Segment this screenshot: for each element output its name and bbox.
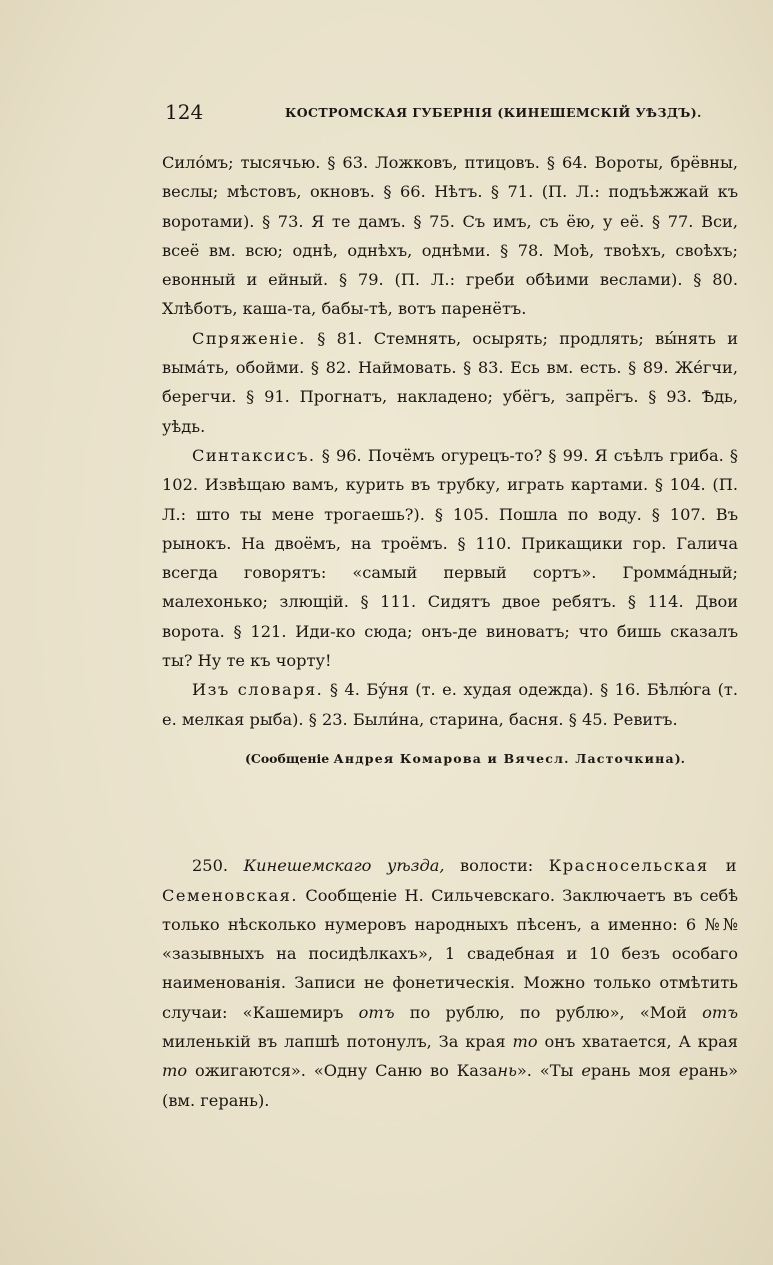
page-body xyxy=(162,148,738,1115)
entry-volosti: Красносельская и Семеновская. xyxy=(162,856,738,905)
entry-text: Сообщеніе Н. Сильчевскаго. Заключаетъ въ себѣ только нѣсколько нумеровъ народныхъ пѣсенъ, а именно: 6 №№ «зазывныхъ на посидѣлкахъ», 1 свадебная и 10 безъ особаго наименованія. Записи не фонетическія. Можно только отмѣтить случаи: «Кашемиръ xyxy=(162,885,738,1022)
entry-text: рань моя xyxy=(590,1061,679,1081)
credit-open: (Сообщеніе xyxy=(244,750,334,766)
paragraph-conjugation xyxy=(162,324,738,441)
section-heading-dictionary: Изъ словаря. xyxy=(192,680,324,700)
paragraph-text: Сило́мъ; тысячью. § 63. Ложковъ, птицовъ. § 64. Вороты, брёвны, веслы; мѣстовъ, окновъ. § 66. Нѣтъ. § 71. (П. Л.: подъѣжжай къ воротами). § 73. Я те дамъ. § 75. Съ имъ, съ ёю, у её. § 77. Вси, всеё вм. всю; однѣ, однѣхъ, однѣми. § 78. Моѣ, твоѣхъ, своѣхъ; евонный и ейный. § 79. (П. Л.: греби обѣими веслами). § 80. Хлѣботъ, каша-та, бабы-тѣ, вотъ паренётъ. xyxy=(162,153,738,319)
entry-text: рань» (вм. герань). xyxy=(162,1061,738,1110)
entry-italic: то xyxy=(512,1032,538,1052)
section-heading-conjugation: Спряженіе. xyxy=(192,328,306,348)
entry-text: волости: xyxy=(444,856,549,876)
entry-italic: нь xyxy=(497,1061,517,1081)
entry-text: ». «Ты xyxy=(516,1061,582,1081)
entry-text: онъ хватается, А края xyxy=(537,1032,738,1052)
entry-italic: е xyxy=(581,1061,591,1081)
section-heading-syntax: Синтаксисъ. xyxy=(192,445,316,465)
entry-title: Кинешемскаго уѣзда, xyxy=(243,856,445,876)
entry-text: ожигаются». «Одну Саню во Каза xyxy=(187,1061,498,1081)
entry-number: 250. xyxy=(192,856,229,876)
paragraph-dictionary xyxy=(162,675,738,734)
running-title: КОСТРОМСКАЯ ГУБЕРНІЯ (КИНЕШЕМСКІЙ УѢЗДЪ). xyxy=(285,105,702,120)
paragraph-text: § 96. Почёмъ огурецъ-то? § 99. Я съѣлъ гриба. § 102. Извѣщаю вамъ, курить въ трубку, играть картами. § 104. (П. Л.: што ты мене трогаешь?). § 105. Пошла по воду. § 107. Въ рынокъ. На двоёмъ, на троёмъ. § 110. Прикащики гор. Галича всегда говорятъ: «самый первый сортъ». Громма́дный; малехонько; злющій. § 111. Сидятъ двое ребятъ. § 114. Двои ворота. § 121. Иди-ко сюда; онъ-де виноватъ; что бишь сказалъ ты? Ну те къ чорту! xyxy=(162,445,738,671)
entry-text: по рублю, по рублю», «Мой xyxy=(394,1002,703,1022)
entry-italic: отъ xyxy=(702,1002,739,1022)
entry-text: миленькій въ лапшѣ потонулъ, За края xyxy=(162,1032,513,1052)
page-number: 124 xyxy=(165,100,204,124)
paragraph-text: § 4. Бу́ня (т. е. худая одежда). § 16. Бѣлю́га (т. е. мелкая рыба). § 23. Были́на, старина, басня. § 45. Ревитъ. xyxy=(162,680,738,729)
entry-italic: то xyxy=(162,1061,188,1081)
entry-italic: е xyxy=(678,1061,689,1081)
paragraph-syntax xyxy=(162,441,738,675)
page-header xyxy=(165,97,735,129)
paragraph-text: § 81. Стемнять, осырять; продлять; вы́нять и выма́ть, обойми. § 82. Наймовать. § 83. Есь вм. есть. § 89. Же́гчи, берегчи. § 91. Прогнатъ, накладено; убёгъ, запрёгъ. § 93. Ѣдь, уѣдь. xyxy=(162,328,738,436)
credit-names: Андрея Комарова и Вячесл. Ласточкина xyxy=(333,750,675,766)
credit-close: ). xyxy=(674,750,686,766)
entry-250 xyxy=(162,851,738,1115)
credit-line xyxy=(192,744,738,773)
paragraph-morphology xyxy=(162,148,738,324)
entry-italic: отъ xyxy=(358,1002,395,1022)
